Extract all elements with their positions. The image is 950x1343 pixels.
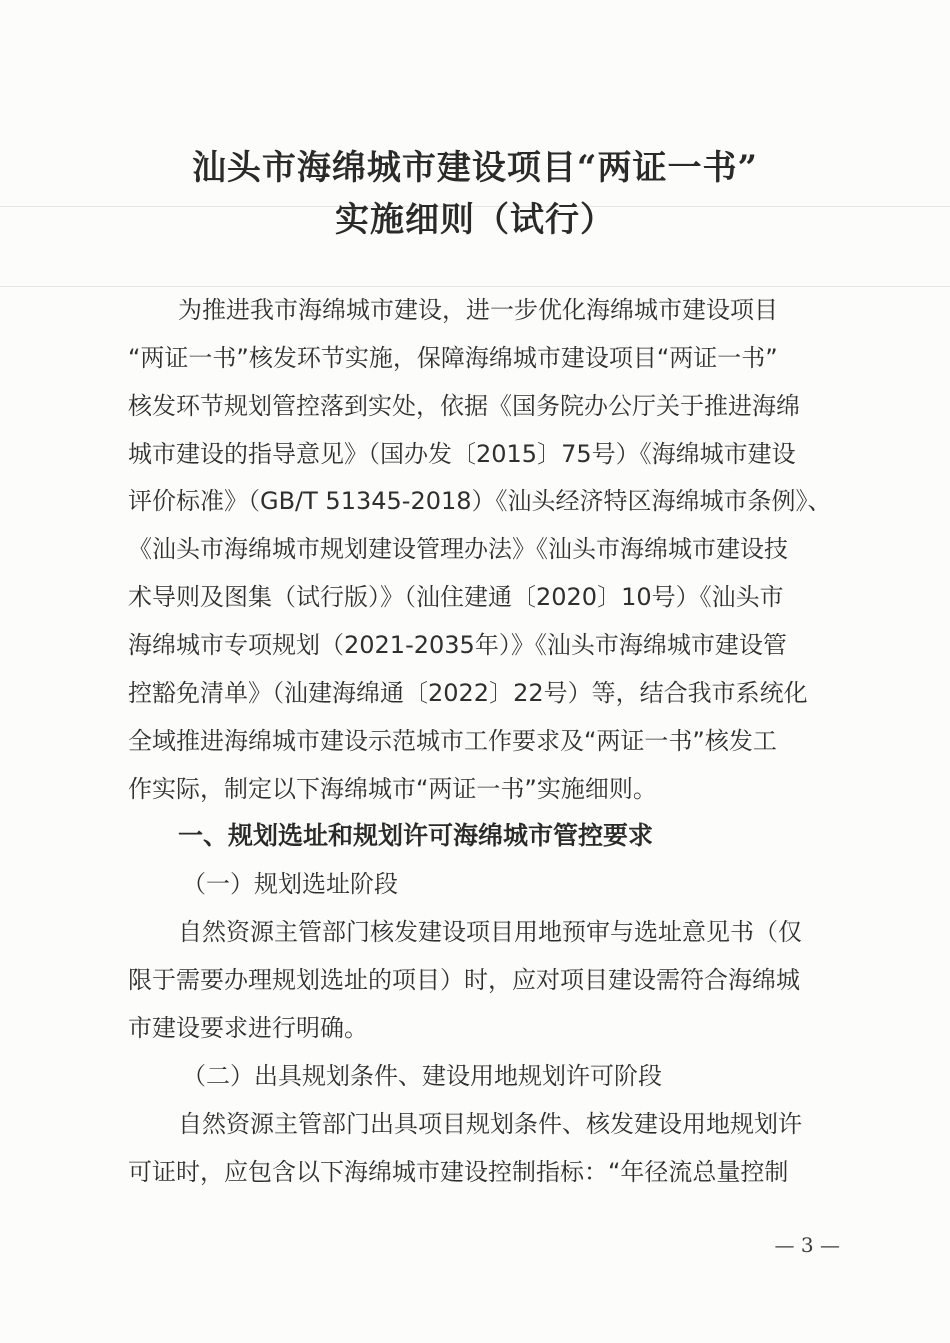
scan-artifact-line: [0, 286, 950, 287]
sub2-line: 可证时，应包含以下海绵城市建设控制指标：“年径流总量控制: [128, 1158, 789, 1186]
page-number: — 3 —: [774, 1233, 840, 1257]
section-heading: 一、规划选址和规划许可海绵城市管控要求: [178, 821, 654, 850]
intro-line: 核发环节规划管控落到实处，依据《国务院办公厅关于推进海绵: [128, 392, 800, 420]
subsection-heading: （一）规划选址阶段: [182, 870, 398, 898]
subsection-heading: （二）出具规划条件、建设用地规划许可阶段: [182, 1062, 662, 1090]
sub1-line: 自然资源主管部门核发建设项目用地预审与选址意见书（仅: [178, 918, 802, 946]
document-title-line-2: 实施细则（试行）: [335, 200, 615, 240]
intro-line: 海绵城市专项规划（2021-2035年）》《汕头市海绵城市建设管: [128, 631, 787, 659]
intro-line: 《汕头市海绵城市规划建设管理办法》《汕头市海绵城市建设技: [128, 535, 788, 563]
intro-line: 为推进我市海绵城市建设，进一步优化海绵城市建设项目: [178, 296, 778, 324]
intro-line: “两证一书”核发环节实施，保障海绵城市建设项目“两证一书”: [128, 344, 778, 372]
sub1-line: 市建设要求进行明确。: [128, 1014, 368, 1042]
intro-line: 评价标准》（GB/T 51345-2018）《汕头经济特区海绵城市条例》、: [128, 487, 832, 515]
sub1-line: 限于需要办理规划选址的项目）时，应对项目建设需符合海绵城: [128, 966, 800, 994]
document-title-line-1: 汕头市海绵城市建设项目“两证一书”: [191, 148, 759, 188]
intro-line: 全域推进海绵城市建设示范城市工作要求及“两证一书”核发工: [128, 727, 777, 755]
intro-line: 术导则及图集（试行版）》（汕住建通〔2020〕10号）《汕头市: [128, 583, 784, 611]
sub2-line: 自然资源主管部门出具项目规划条件、核发建设用地规划许: [178, 1110, 802, 1138]
intro-line: 城市建设的指导意见》（国办发〔2015〕75号）《海绵城市建设: [128, 440, 796, 468]
intro-line: 控豁免清单》（汕建海绵通〔2022〕22号）等，结合我市系统化: [128, 679, 808, 707]
intro-line: 作实际，制定以下海绵城市“两证一书”实施细则。: [128, 775, 657, 803]
